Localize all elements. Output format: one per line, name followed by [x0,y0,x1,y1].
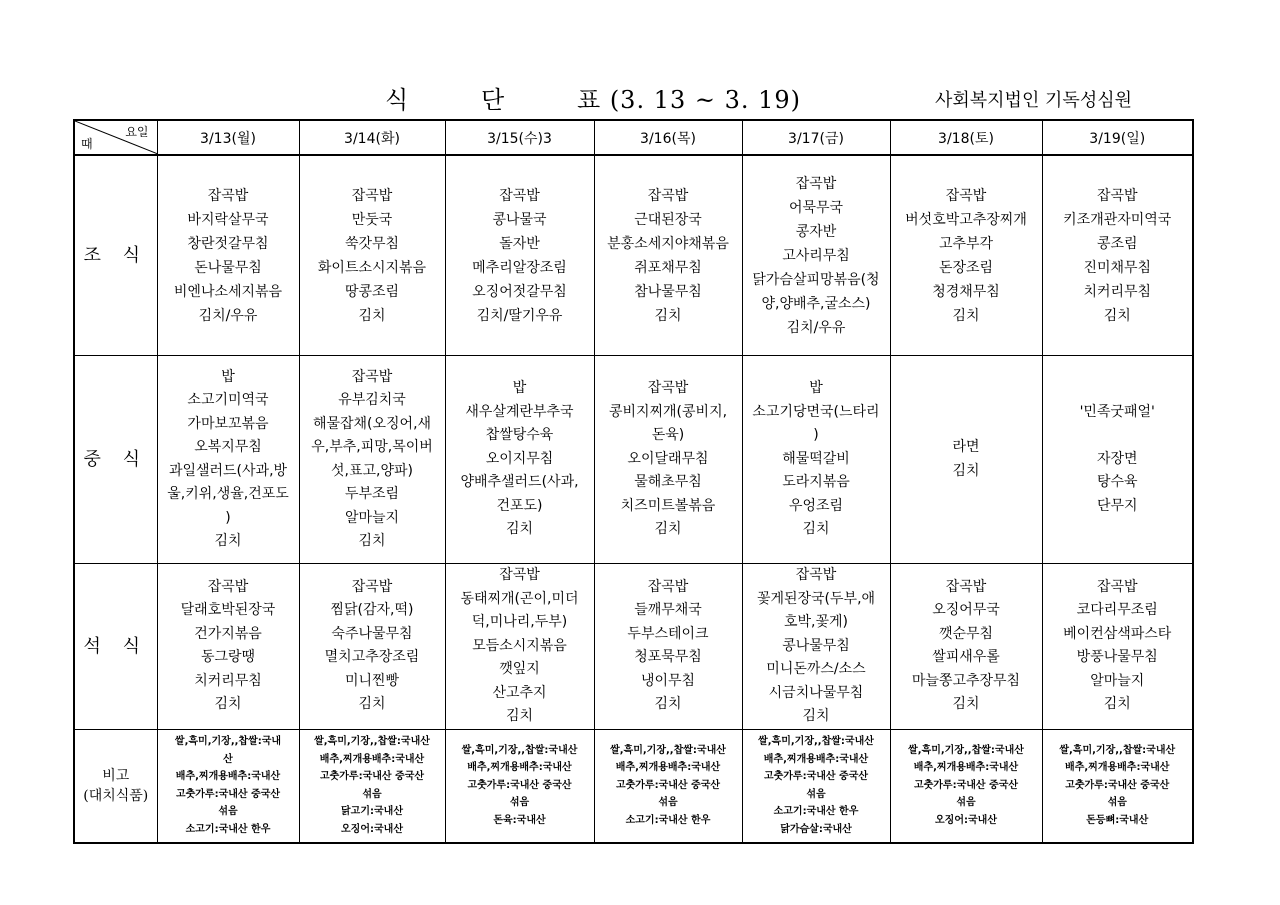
menu-item: 밥 [512,380,527,397]
menu-item: 자장면 [1096,450,1138,467]
menu-cell [157,729,299,843]
organization-name: 사회복지법인 기독성심원 [935,90,1132,111]
menu-item: 김치/우유 [786,319,846,336]
menu-item: 건가지볶음 [194,625,262,642]
menu-item: 깻잎지 [499,661,540,677]
menu-item: 콩나물무침 [782,637,850,654]
menu-cell [1042,155,1193,356]
menu-item: 근대된장국 [634,211,702,228]
menu-item: 잡곡밥 [499,187,540,204]
menu-item: 돈장조림 [938,259,994,276]
menu-item: 소고기:국내산 한우 [625,814,711,826]
menu-item: 콩조림 [1096,235,1138,252]
menu-item: 김치 [802,708,830,724]
menu-item: 김치 [654,307,682,324]
menu-item: 오징어무국 [932,602,1000,619]
menu-item: 오복지무침 [194,439,262,455]
menu-item: 마늘쫑고추장무침 [911,672,1021,689]
menu-item: 오징어:국내산 [935,814,997,826]
menu-item: 김치 [952,462,980,479]
menu-item: 김치 [358,533,386,549]
menu-item: 김치 [505,708,534,724]
notes-row [74,729,1193,843]
menu-item: 도라지볶음 [782,474,850,491]
menu-item: 미니돈까스/소스 [766,661,866,677]
menu-item: 잡곡밥 [795,175,837,192]
menu-item: 쑥갓무침 [344,235,400,252]
notes-label-line1: 비고 [102,767,130,784]
menu-item: 양배추샐러드(사과, [460,474,579,491]
menu-cell [742,155,890,356]
menu-item: 닭고기:국내산 [341,806,403,817]
menu-item: 분홍소세지야채볶음 [607,235,729,252]
menu-cell [157,356,299,564]
menu-item: 진미채무침 [1083,259,1152,276]
menu-item: 들깨무채국 [634,602,702,619]
menu-item: 모듬소시지볶음 [472,637,567,654]
menu-item: 콩나물국 [492,211,547,228]
menu-item: 메추리알장조림 [472,259,567,276]
menu-item: 고춧가루:국내산 중국산 [763,771,869,782]
menu-item: 김치 [505,521,534,538]
menu-cell [299,155,445,356]
menu-item: 쌀,흑미,기장,,찹쌀:국내산 [314,736,430,747]
menu-item: 소고기:국내산 한우 [773,806,859,817]
menu-item: 쌀피새우롤 [932,649,1000,666]
menu-item: 동그랑땡 [200,649,256,666]
menu-item: 쌀,흑미,기장,,찹쌀:국내산 [610,744,726,756]
header-row [74,120,1193,155]
menu-item: 동태찌개(곤이,미더 [460,590,579,607]
menu-item: 섞음 [956,797,976,809]
menu-item: 김치 [1103,696,1131,713]
menu-cell [445,729,594,843]
menu-cell [594,155,742,356]
menu-item: 김치 [654,696,682,713]
menu-item: 방풍나물무침 [1076,649,1158,666]
menu-cell [157,564,299,730]
menu-item: 우엉조림 [788,497,844,514]
notes-label-line2: (대치식품) [83,787,149,804]
menu-item: 쌀,흑미,기장,,찹쌀:국내 [174,736,282,747]
menu-item: 김치 [358,696,386,713]
menu-item: 키조개관자미역국 [1063,211,1172,228]
menu-item: 만둣국 [351,211,393,228]
menu-item: 알마늘지 [344,509,400,526]
menu-item: 배추,찌개용배추:국내산 [763,753,869,765]
menu-item: 콩비지찌개(콩비지, [608,403,728,420]
menu-item: 섞음 [218,806,238,817]
menu-cell [742,729,890,843]
menu-item: 배추,찌개용배추:국내산 [319,753,425,765]
menu-item: 배추,찌개용배추:국내산 [1065,762,1170,774]
menu-item: 잡곡밥 [1096,187,1138,204]
menu-item: 잡곡밥 [351,187,393,204]
menu-cell [594,729,742,843]
menu-item: 김치 [952,307,980,324]
menu-item: 밥 [809,380,823,397]
menu-item: 잡곡밥 [1096,578,1138,595]
menu-item: 코다리무조림 [1076,602,1158,619]
menu-item: 섞음 [658,797,678,809]
menu-item: 라면 [952,439,980,455]
menu-item: 오이지무침 [485,450,554,467]
menu-item: 가마보꼬볶음 [187,415,269,432]
meal-label-breakfast: 조 식 [74,155,157,356]
menu-item: 덕,미나리,두부) [471,614,568,630]
menu-item: 김치 [214,533,242,549]
menu-cell [742,564,890,730]
menu-item: 잡곡밥 [499,567,540,583]
menu-item [1045,424,1191,448]
menu-item: '민족굿패얼' [1079,403,1155,420]
menu-item: 멸치고추장조림 [324,649,420,666]
menu-item: 쌀,흑미,기장,,찹쌀:국내산 [758,736,874,747]
menu-item: 청경채무침 [932,283,1000,300]
menu-item: 건포도) [496,497,543,514]
menu-item: ) [225,509,231,526]
menu-item: 달래호박된장국 [180,602,276,619]
menu-item: 배추,찌개용배추:국내산 [175,771,281,782]
menu-cell [445,356,594,564]
menu-item: 돌자반 [499,235,540,252]
menu-item: 바지락살무국 [187,211,269,228]
menu-item: 고춧가루:국내산 중국산 [913,779,1019,791]
menu-item: 호박,꽃게) [783,614,848,630]
meal-label-dinner: 석 식 [74,564,157,730]
menu-item: 깻순무침 [938,625,994,642]
menu-item: 닭가슴살:국내산 [780,823,852,835]
menu-item: 물해초무침 [634,474,702,491]
menu-item: 잡곡밥 [945,578,987,595]
menu-item: 과일샐러드(사과,방 [168,462,288,479]
menu-item: 고춧가루:국내산 중국산 [319,771,425,782]
menu-item: 김치 [214,696,242,713]
menu-item: 잡곡밥 [795,567,837,583]
menu-item: 쥐포채무침 [634,259,702,276]
day-header: 3/18(토) [890,120,1042,155]
menu-item: 소고기미역국 [187,392,269,408]
menu-item: 치커리무침 [194,672,262,689]
menu-item: 잡곡밥 [207,187,249,204]
meal-plan-table [73,119,1194,844]
corner-meal-label: 때 [81,137,93,151]
menu-item: 냉이무침 [640,672,696,689]
menu-item: 잡곡밥 [351,368,393,385]
menu-cell [157,155,299,356]
menu-item: 섞음 [509,797,530,809]
menu-item: 오이달래무침 [627,450,709,467]
menu-cell [594,356,742,564]
menu-cell [299,564,445,730]
title-part-3: 표 (3. 13 ~ 3. 19) [577,86,802,114]
page-title [385,80,801,115]
menu-item: 미니찐빵 [344,672,400,689]
day-header: 3/19(일) [1042,120,1193,155]
menu-item: 섞음 [362,788,382,800]
menu-item: 돈육) [651,427,685,444]
menu-item: 김치 [358,307,386,324]
menu-cell [1042,729,1193,843]
lunch-row [74,356,1193,564]
day-header: 3/16(목) [594,120,742,155]
menu-item: 참나물무침 [634,283,702,300]
menu-item: 잡곡밥 [207,578,249,595]
menu-item: 배추,찌개용배추:국내산 [467,762,572,774]
menu-item: 꽃게된장국(두부,애 [756,590,876,607]
menu-item: 닭가슴살피망볶음(청 [752,271,880,288]
menu-item: 오징어젓갈무침 [472,283,567,300]
menu-item: 두부스테이크 [627,625,709,642]
breakfast-row [74,155,1193,356]
menu-item: 김치 [802,521,830,538]
menu-item: 고춧가루:국내산 중국산 [175,788,281,800]
menu-item: 잡곡밥 [647,578,689,595]
menu-item: 고춧가루:국내산 중국산 [615,779,721,791]
menu-item: 배추,찌개용배추:국내산 [913,762,1019,774]
menu-item: 돈등뼈:국내산 [1086,814,1149,826]
day-header: 3/17(금) [742,120,890,155]
menu-item: 창란젓갈무침 [187,235,269,252]
meal-label-lunch: 중 식 [74,356,157,564]
dinner-row [74,564,1193,730]
menu-item: 잡곡밥 [945,187,987,204]
menu-item: 밥 [221,368,235,385]
menu-cell [1042,564,1193,730]
menu-item: 고춧가루:국내산 중국산 [467,779,572,791]
menu-item: 섞음 [1107,797,1127,809]
menu-cell [890,564,1042,730]
menu-item: 두부조림 [344,486,400,502]
menu-item: 잡곡밥 [647,187,689,204]
menu-item: 잡곡밥 [351,578,393,595]
menu-cell [1042,356,1193,564]
menu-item: 화이트소시지볶음 [317,259,427,276]
menu-item: 새우살계란부추국 [465,403,574,420]
menu-item: 김치 [654,521,682,538]
menu-cell [890,729,1042,843]
menu-item: 김치 [1103,307,1131,324]
menu-item: 청포묵무침 [634,649,702,666]
menu-item: 산고추지 [492,684,547,701]
corner-cell [74,120,157,155]
menu-cell [299,356,445,564]
menu-item: 김치 [952,696,980,713]
menu-item: 유부김치국 [338,392,406,408]
menu-item: 배추,찌개용배추:국내산 [615,762,721,774]
menu-cell [445,564,594,730]
menu-item: 땅콩조림 [344,283,400,300]
day-header: 3/13(월) [157,120,299,155]
menu-item: 시금치나물무침 [768,684,864,701]
menu-item: 소고기:국내산 한우 [185,823,271,835]
menu-cell [890,356,1042,564]
menu-item: 탕수육 [1096,474,1138,491]
menu-item: 비엔나소세지볶음 [173,283,283,300]
menu-item: 베이컨삼색파스타 [1063,625,1172,642]
menu-item: 알마늘지 [1090,672,1145,689]
menu-item: 단무지 [1096,497,1138,514]
menu-item: 어묵무국 [788,199,844,216]
menu-item: ) [813,427,819,444]
menu-cell [890,155,1042,356]
menu-item: 찹쌀탕수육 [485,427,554,444]
menu-item: 쌀,흑미,기장,,찹쌀:국내산 [461,744,578,756]
menu-item: 섞음 [806,788,826,800]
meal-label-notes [74,729,157,843]
menu-item: 숙주나물무침 [331,625,413,642]
menu-item: 쌀,흑미,기장,,찹쌀:국내산 [1059,744,1176,756]
menu-item: 우,부추,피망,목이버 [311,439,433,455]
menu-item: 콩자반 [795,223,837,240]
menu-item: 해물떡갈비 [782,450,850,467]
day-header: 3/15(수)3 [445,120,594,155]
menu-cell [445,155,594,356]
menu-item: 소고기당면국(느타리 [752,403,880,420]
title-part-1: 식 [385,86,410,114]
menu-item: 고사리무침 [782,247,850,264]
menu-item: 섯,표고,양파) [331,462,413,479]
menu-item: 오징어:국내산 [341,823,403,835]
menu-item: 잡곡밥 [647,380,689,397]
menu-item: 김치/우유 [198,307,258,324]
title-part-2: 단 [481,86,506,114]
menu-item: 치즈미트볼볶음 [620,497,716,514]
day-header: 3/14(화) [299,120,445,155]
menu-cell [594,564,742,730]
menu-item: 울,키위,생율,건포도 [167,486,289,502]
menu-item: 돈나물무침 [194,259,262,276]
menu-item: 버섯호박고추장찌개 [905,211,1027,228]
menu-item: 양,양배추,굴소스) [761,295,871,312]
menu-cell [299,729,445,843]
menu-item: 김치/딸기우유 [476,307,563,324]
menu-item: 고추부각 [938,235,994,252]
menu-cell [742,356,890,564]
menu-item: 치커리무침 [1083,283,1152,300]
menu-item: 산 [223,753,233,765]
menu-item: 해물잡채(오징어,새 [312,415,432,432]
corner-day-label: 요일 [125,125,149,139]
menu-item: 돈육:국내산 [493,814,546,826]
menu-item: 고춧가루:국내산 중국산 [1065,779,1170,791]
menu-item: 쌀,흑미,기장,,찹쌀:국내산 [908,744,1024,756]
menu-item: 찜닭(감자,떡) [330,602,414,619]
